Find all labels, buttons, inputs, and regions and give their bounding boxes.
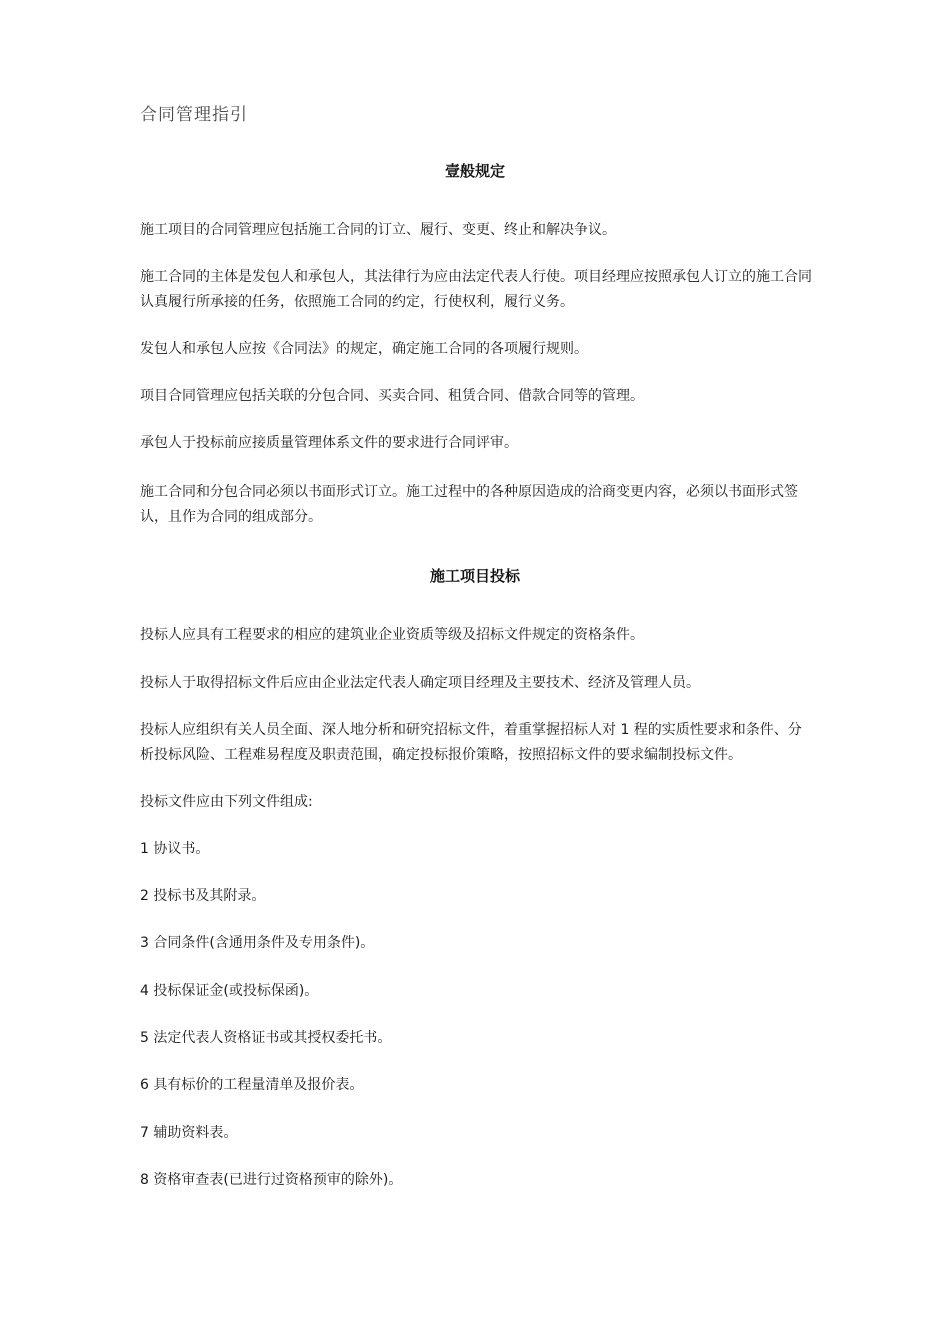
list-item: 3 合同条件(含通用条件及专用条件)。	[140, 935, 375, 951]
paragraph: 投标人应具有工程要求的相应的建筑业企业资质等级及招标文件规定的资格条件。	[140, 627, 644, 643]
list-item: 6 具有标价的工程量清单及报价表。	[140, 1077, 364, 1093]
paragraph: 项目合同管理应包括关联的分包合同、买卖合同、租赁合同、借款合同等的管理。	[140, 388, 644, 404]
paragraph: 投标人于取得招标文件后应由企业法定代表人确定项目经理及主要技术、经济及管理人员。	[140, 675, 700, 691]
list-item: 7 辅助资料表。	[140, 1125, 238, 1141]
paragraph: 发包人和承包人应按《合同法》的规定，确定施工合同的各项履行规则。	[140, 341, 588, 357]
section-heading-general: 壹般规定	[444, 162, 505, 180]
list-item: 4 投标保证金(或投标保函)。	[140, 983, 319, 999]
paragraph: 投标人应组织有关人员全面、深人地分析和研究招标文件，着重掌握招标人对 1 程的实质性要求和条件、分析投标风险、工程难易程度及职责范围，确定投标报价策略，按照招标文件的要求编制投标文件。	[140, 722, 802, 763]
list-item: 2 投标书及其附录。	[140, 888, 266, 904]
list-item: 8 资格审查表(已进行过资格预审的除外)。	[140, 1172, 403, 1188]
list-item: 5 法定代表人资格证书或其授权委托书。	[140, 1030, 392, 1046]
paragraph: 施工合同和分包合同必须以书面形式订立。施工过程中的各种原因造成的洽商变更内容，必须以书面形式签认，且作为合同的组成部分。	[140, 484, 798, 525]
section-heading-bidding: 施工项目投标	[429, 567, 520, 585]
paragraph: 承包人于投标前应接质量管理体系文件的要求进行合同评审。	[140, 435, 518, 451]
list-item: 1 协议书。	[140, 841, 210, 857]
paragraph: 施工合同的主体是发包人和承包人，其法律行为应由法定代表人行使。项目经理应按照承包人订立的施工合同认真履行所承接的任务，依照施工合同的约定，行使权利，履行义务。	[140, 269, 812, 310]
paragraph: 施工项目的合同管理应包括施工合同的订立、履行、变更、终止和解决争议。	[140, 222, 616, 238]
document-title: 合同管理指引	[140, 105, 248, 125]
paragraph: 投标文件应由下列文件组成:	[140, 794, 313, 810]
